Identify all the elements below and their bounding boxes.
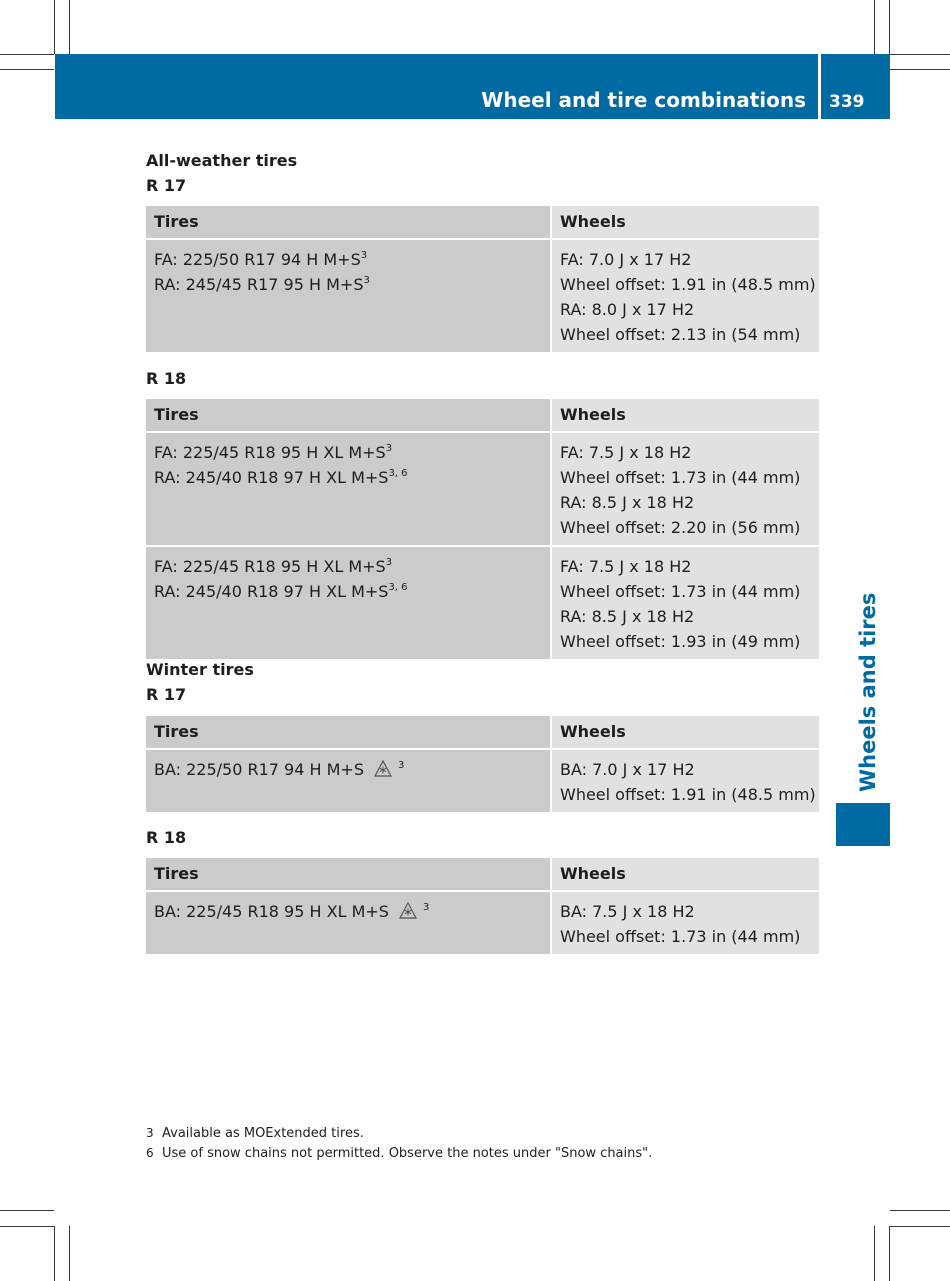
footnote-ref: 3 — [360, 250, 368, 261]
footnote-text: Use of snow chains not permitted. Observe the notes under "Snow chains". — [162, 1146, 653, 1161]
footnote-ref: 3 — [397, 760, 405, 771]
crop-mark — [69, 1226, 70, 1281]
tire-table — [146, 399, 819, 659]
tire-size: FA: 225/45 R18 95 H XL M+S — [154, 557, 386, 576]
column-header-tires: Tires — [146, 206, 551, 239]
crop-mark — [890, 54, 950, 55]
tires-cell — [146, 239, 551, 352]
tire-size: FA: 225/50 R17 94 H M+S — [154, 250, 361, 269]
wheel-spec: BA: 7.5 J x 18 H2 — [560, 902, 695, 921]
crop-mark — [0, 1226, 54, 1227]
crop-mark — [69, 0, 70, 54]
wheel-spec: Wheel offset: 1.73 in (44 mm) — [560, 582, 801, 601]
footnote-ref: 3 — [363, 275, 370, 286]
wheel-spec: FA: 7.5 J x 18 H2 — [560, 557, 692, 576]
wheels-cell — [551, 891, 819, 954]
crop-mark — [889, 0, 890, 54]
footnote-ref: 3 — [422, 902, 430, 913]
table-row — [146, 891, 819, 954]
tire-table — [146, 716, 819, 812]
table-row — [146, 749, 819, 812]
table-header-row — [146, 206, 819, 239]
tire-size: RA: 245/40 R18 97 H XL M+S — [154, 582, 389, 601]
tire-size: BA: 225/50 R17 94 H M+S — [154, 760, 364, 779]
table-row — [146, 546, 819, 659]
header-bar — [55, 54, 818, 119]
tire-table — [146, 858, 819, 954]
crop-mark — [0, 69, 54, 70]
tire-spec — [154, 440, 542, 465]
wheel-spec: Wheel offset: 1.91 in (48.5 mm) — [560, 785, 816, 804]
column-header-tires: Tires — [146, 399, 551, 432]
wheel-spec: RA: 8.0 J x 17 H2 — [560, 300, 695, 319]
wheels-cell — [551, 239, 819, 352]
wheels-cell — [551, 546, 819, 659]
tire-spec — [154, 579, 542, 604]
table-header-row — [146, 399, 819, 432]
tires-cell — [146, 891, 551, 954]
section-subheading: R 18 — [146, 369, 187, 388]
snowflake-mountain-icon — [399, 902, 417, 919]
page-number: 339 — [829, 92, 865, 112]
crop-mark — [890, 69, 950, 70]
tire-size: BA: 225/45 R18 95 H XL M+S — [154, 902, 389, 921]
wheels-cell — [551, 432, 819, 546]
chapter-tab-label: Wheels and tires — [856, 592, 880, 792]
wheel-spec: Wheel offset: 1.91 in (48.5 mm) — [560, 275, 816, 294]
footnote-number: 3 — [146, 1126, 154, 1140]
table-row — [146, 239, 819, 352]
column-header-tires: Tires — [146, 716, 551, 749]
crop-mark — [0, 1210, 54, 1211]
footnote-number: 6 — [146, 1146, 154, 1160]
tire-spec — [154, 554, 542, 579]
tire-spec — [154, 247, 542, 272]
crop-mark — [874, 0, 875, 54]
footnote — [146, 1146, 652, 1161]
crop-mark — [889, 1226, 890, 1281]
section-subheading: R 17 — [146, 685, 187, 704]
footnote-ref: 3 — [385, 557, 393, 568]
tire-size: RA: 245/40 R18 97 H XL M+S — [154, 468, 389, 487]
footnote-ref: 3, 6 — [388, 582, 408, 593]
column-header-wheels: Wheels — [551, 399, 819, 432]
crop-mark — [54, 0, 55, 54]
column-header-wheels: Wheels — [551, 858, 819, 891]
wheel-spec: Wheel offset: 2.13 in (54 mm) — [560, 325, 801, 344]
tire-table — [146, 206, 819, 352]
footnote-ref: 3 — [385, 443, 393, 454]
tire-spec — [154, 899, 542, 924]
tire-size: FA: 225/45 R18 95 H XL M+S — [154, 443, 386, 462]
table-header-row — [146, 716, 819, 749]
snowflake-mountain-icon — [374, 760, 392, 777]
page-title: Wheel and tire combinations — [481, 88, 806, 112]
wheels-cell — [551, 749, 819, 812]
table-header-row — [146, 858, 819, 891]
column-header-wheels: Wheels — [551, 716, 819, 749]
page-number-box — [821, 54, 890, 119]
crop-mark — [890, 1210, 950, 1211]
crop-mark — [874, 1226, 875, 1281]
wheel-spec: Wheel offset: 1.73 in (44 mm) — [560, 468, 801, 487]
footnote-ref: 3, 6 — [388, 468, 408, 479]
wheel-spec: FA: 7.5 J x 18 H2 — [560, 443, 692, 462]
table-row — [146, 432, 819, 546]
crop-mark — [0, 54, 54, 55]
wheel-spec: FA: 7.0 J x 17 H2 — [560, 250, 692, 269]
chapter-tab-marker — [836, 803, 890, 846]
crop-mark — [54, 1226, 55, 1281]
footnote-text: Available as MOExtended tires. — [162, 1126, 364, 1141]
wheel-spec: BA: 7.0 J x 17 H2 — [560, 760, 695, 779]
tire-size: RA: 245/45 R17 95 H M+S — [154, 275, 364, 294]
section-heading: All-weather tires — [146, 151, 298, 170]
tires-cell — [146, 749, 551, 812]
tire-spec — [154, 757, 542, 782]
crop-mark — [890, 1226, 950, 1227]
tire-spec — [154, 272, 542, 297]
tires-cell — [146, 546, 551, 659]
column-header-tires: Tires — [146, 858, 551, 891]
tire-spec — [154, 465, 542, 490]
section-heading: Winter tires — [146, 660, 254, 679]
footnote — [146, 1126, 364, 1141]
wheel-spec: Wheel offset: 1.93 in (49 mm) — [560, 632, 801, 651]
column-header-wheels: Wheels — [551, 206, 819, 239]
wheel-spec: RA: 8.5 J x 18 H2 — [560, 493, 695, 512]
wheel-spec: RA: 8.5 J x 18 H2 — [560, 607, 695, 626]
section-subheading: R 17 — [146, 176, 187, 195]
tires-cell — [146, 432, 551, 546]
wheel-spec: Wheel offset: 1.73 in (44 mm) — [560, 927, 801, 946]
wheel-spec: Wheel offset: 2.20 in (56 mm) — [560, 518, 801, 537]
section-subheading: R 18 — [146, 828, 187, 847]
